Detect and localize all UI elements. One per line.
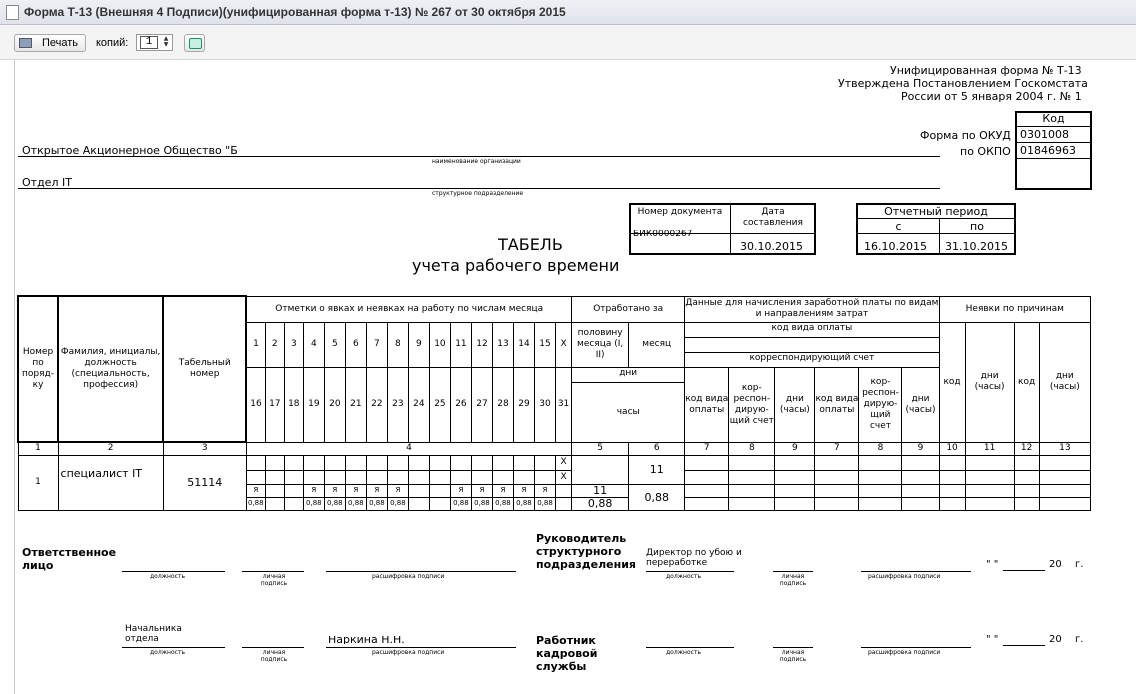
th-corr: корреспондирующий счет (749, 352, 875, 363)
print-button-label: Печать (42, 37, 79, 49)
form-line-3: России от 5 января 2004 г. № 1 (901, 90, 1082, 103)
day-cell: 26 (450, 367, 471, 442)
day-cell: 23 (387, 367, 408, 442)
th-salary-sub (685, 322, 939, 367)
colnum: 1 (18, 442, 58, 455)
row-name: специалист IT (58, 455, 163, 510)
th-days: дни (572, 368, 684, 383)
preview-icon (189, 38, 202, 49)
colnum: 12 (1014, 442, 1039, 455)
hours-cell (265, 497, 284, 510)
day-cell: 2 (265, 322, 284, 367)
colnum: 2 (58, 442, 163, 455)
dept-name: Отдел IT (22, 176, 72, 189)
hours-cell: 0,88 (366, 497, 387, 510)
day-cell: 11 (450, 322, 471, 367)
timesheet-table (17, 295, 1091, 511)
mark-cell: Я (513, 484, 534, 497)
form-line-1: Унифицированная форма № Т-13 (890, 64, 1082, 77)
day-cell: 17 (265, 367, 284, 442)
hours-cell (408, 497, 429, 510)
colnum: 9 (775, 442, 815, 455)
hours-cell: 0,88 (345, 497, 366, 510)
day-cell: 3 (284, 322, 303, 367)
window-titlebar (0, 0, 1136, 25)
day-cell: 1 (246, 322, 265, 367)
day-cell: 31 (556, 367, 572, 442)
colnum: 3 (163, 442, 246, 455)
cap-sign-3: личная подпись (260, 649, 288, 663)
day-cell: 28 (492, 367, 513, 442)
th-days-hours-b: дни (часы) (902, 367, 939, 442)
okud-label: Форма по ОКУД (920, 129, 1011, 142)
hours-cell (284, 497, 303, 510)
hours-cell: 0,88 (450, 497, 471, 510)
day-cell: 30 (534, 367, 555, 442)
period-from-label: с (895, 220, 902, 233)
day-cell: 29 (513, 367, 534, 442)
hours-cell: 0,88 (246, 497, 265, 510)
doc-number-label: Номер документа (637, 207, 723, 217)
th-pay-code-b: код вида оплаты (815, 367, 859, 442)
colnum: 9 (902, 442, 939, 455)
okpo-label: по ОКПО (960, 145, 1011, 158)
date-quote-2: " " (986, 634, 999, 645)
mark-cell (265, 484, 284, 497)
colnum: 10 (939, 442, 965, 455)
cap-position-1: должность (150, 573, 185, 580)
mark-cell: Я (324, 484, 345, 497)
day-cell: 14 (513, 322, 534, 367)
day-cell: 21 (345, 367, 366, 442)
day-cell: 12 (471, 322, 492, 367)
window-title: Форма Т-13 (Внешняя 4 Подписи)(унифицированная форма т-13) № 267 от 30 октября 2015 (24, 5, 566, 19)
day-cell: 4 (303, 322, 324, 367)
colnum: 5 (572, 442, 629, 455)
x-mark-2: Х (556, 470, 572, 484)
mark-cell (284, 484, 303, 497)
dept-caption: структурное подразделение (432, 190, 524, 197)
mark-cell: Я (366, 484, 387, 497)
th-half: половину месяца (I, II) (572, 322, 629, 367)
cap-decode-1: расшифровка подписи (372, 573, 445, 580)
table-row (18, 455, 1091, 470)
cap-sign-2: личная подпись (779, 573, 807, 587)
row-days-month: 11 (629, 455, 685, 484)
org-caption: наименование организации (432, 158, 521, 165)
print-button[interactable] (14, 34, 86, 52)
document-icon (6, 5, 19, 20)
period-to-label: по (970, 220, 984, 233)
toolbar (0, 25, 1136, 60)
cap-sign-1: личная подпись (260, 573, 288, 587)
period-to-value: 31.10.2015 (945, 240, 1008, 253)
day-cell: 16 (246, 367, 265, 442)
th-name: Фамилия, инициалы, должность (специальность, профессия) (58, 296, 163, 442)
day-cell: Х (556, 322, 572, 367)
colnum: 8 (859, 442, 902, 455)
colnum: 4 (246, 442, 571, 455)
colnum: 13 (1039, 442, 1090, 455)
th-pay-code: код вида оплаты (685, 323, 938, 338)
mark-cell: Я (387, 484, 408, 497)
th-hours: часы (616, 406, 640, 417)
cap-position-4: должность (666, 649, 701, 656)
hours-cell (429, 497, 450, 510)
cap-decode-2: расшифровка подписи (868, 573, 941, 580)
mark-cell (429, 484, 450, 497)
th-corr-a: кор- респон- дирую- щий счет (729, 367, 775, 442)
person2-name: Наркина Н.Н. (328, 636, 405, 644)
cap-position-2: должность (666, 573, 701, 580)
copies-input[interactable]: 1 (140, 36, 158, 49)
cap-decode-3: расшифровка подписи (372, 649, 445, 656)
th-code-2: код (1014, 322, 1039, 442)
okud-value: 0301008 (1020, 128, 1069, 141)
hr-label: Работник кадровой службы (536, 634, 598, 673)
colnum: 7 (685, 442, 729, 455)
period-label: Отчетный период (884, 205, 988, 218)
th-month: месяц (629, 322, 685, 367)
th-marks: Отметки о явках и неявках на работу по числам месяца (246, 296, 571, 322)
th-days-hours-1: дни (часы) (965, 322, 1014, 442)
cap-decode-4: расшифровка подписи (868, 649, 941, 656)
row-tab: 51114 (163, 455, 246, 510)
period-from-value: 16.10.2015 (864, 240, 927, 253)
hours-cell: 0,88 (492, 497, 513, 510)
day-cell: 13 (492, 322, 513, 367)
th-pay-code-a: код вида оплаты (685, 367, 729, 442)
day-cell: 19 (303, 367, 324, 442)
mark-cell: Я (246, 484, 265, 497)
org-name: Открытое Акционерное Общество "Б (22, 144, 238, 157)
code-header: Код (1042, 112, 1065, 125)
copies-stepper[interactable] (136, 34, 173, 51)
day-cell: 22 (366, 367, 387, 442)
date-quote-1: " " (986, 559, 999, 570)
column-numbers-row (18, 442, 1091, 455)
cap-sign-4: личная подпись (779, 649, 807, 663)
doc-title: ТАБЕЛЬ (498, 235, 563, 254)
colnum: 7 (815, 442, 859, 455)
hours-cell: 0,88 (303, 497, 324, 510)
mark-cell (408, 484, 429, 497)
year-suffix-1: г. (1075, 559, 1084, 570)
okpo-value: 01846963 (1020, 144, 1076, 157)
day-cell: 24 (408, 367, 429, 442)
doc-date-label: Дата составления (743, 207, 803, 228)
row-num: 1 (18, 455, 58, 510)
person2-position: Начальника отдела (125, 624, 182, 644)
printer-icon (19, 38, 32, 48)
spin-arrows-icon[interactable]: ▲ ▼ (163, 35, 169, 48)
row-days-half: 11 (572, 484, 629, 497)
hours-cell: 0,88 (534, 497, 555, 510)
day-cell: 27 (471, 367, 492, 442)
day-cell: 8 (387, 322, 408, 367)
th-days-hours-worked (572, 367, 685, 442)
hours-cell: 0,88 (513, 497, 534, 510)
mark-cell: Я (450, 484, 471, 497)
doc-date-value: 30.10.2015 (740, 240, 803, 253)
year-suffix-2: г. (1075, 634, 1084, 645)
responsible-label: Ответственное лицо (22, 546, 117, 572)
hours-cell: 0,88 (324, 497, 345, 510)
copies-label: копий: (96, 37, 129, 49)
doc-subtitle: учета рабочего времени (412, 256, 620, 275)
th-days-hours-a: дни (часы) (775, 367, 815, 442)
year-2: 20 (1049, 634, 1062, 645)
mark-cell: Я (492, 484, 513, 497)
form-line-2: Утверждена Постановлением Госкомстата (838, 77, 1088, 90)
head-label: Руководитель структурного подразделения (536, 532, 636, 571)
preview-button[interactable] (184, 34, 205, 52)
th-tab: Табельный номер (163, 296, 246, 442)
th-salary: Данные для начисления заработной платы по видам и направлениям затрат (685, 296, 939, 322)
day-cell: 5 (324, 322, 345, 367)
day-cell: 15 (534, 322, 555, 367)
doc-number-value: БИК0000267 (633, 230, 693, 238)
mark-cell: Я (471, 484, 492, 497)
th-worked: Отработано за (572, 296, 685, 322)
year-1: 20 (1049, 559, 1062, 570)
mark-cell: Я (534, 484, 555, 497)
row-hours-half: 0,88 (572, 497, 629, 510)
day-cell: 18 (284, 367, 303, 442)
th-corr-b: кор- респон- дирую- щий счет (859, 367, 902, 442)
mark-cell: Я (345, 484, 366, 497)
row-hours-month: 0,88 (629, 484, 685, 510)
day-cell: 7 (366, 322, 387, 367)
colnum: 8 (729, 442, 775, 455)
th-absence: Неявки по причинам (939, 296, 1090, 322)
th-days-hours-2: дни (часы) (1039, 322, 1090, 442)
day-cell: 20 (324, 367, 345, 442)
head-position: Директор по убою и переработке (646, 548, 742, 568)
th-code-1: код (939, 322, 965, 442)
day-cell: 6 (345, 322, 366, 367)
mark-cell: Я (303, 484, 324, 497)
hours-cell: 0,88 (387, 497, 408, 510)
day-cell: 10 (429, 322, 450, 367)
day-cell: 9 (408, 322, 429, 367)
hours-cell: 0,88 (471, 497, 492, 510)
colnum: 6 (629, 442, 685, 455)
x-mark-1: Х (556, 455, 572, 470)
colnum: 11 (965, 442, 1014, 455)
day-cell: 25 (429, 367, 450, 442)
cap-position-3: должность (150, 649, 185, 656)
th-num: Номер по поряд- ку (18, 296, 58, 442)
